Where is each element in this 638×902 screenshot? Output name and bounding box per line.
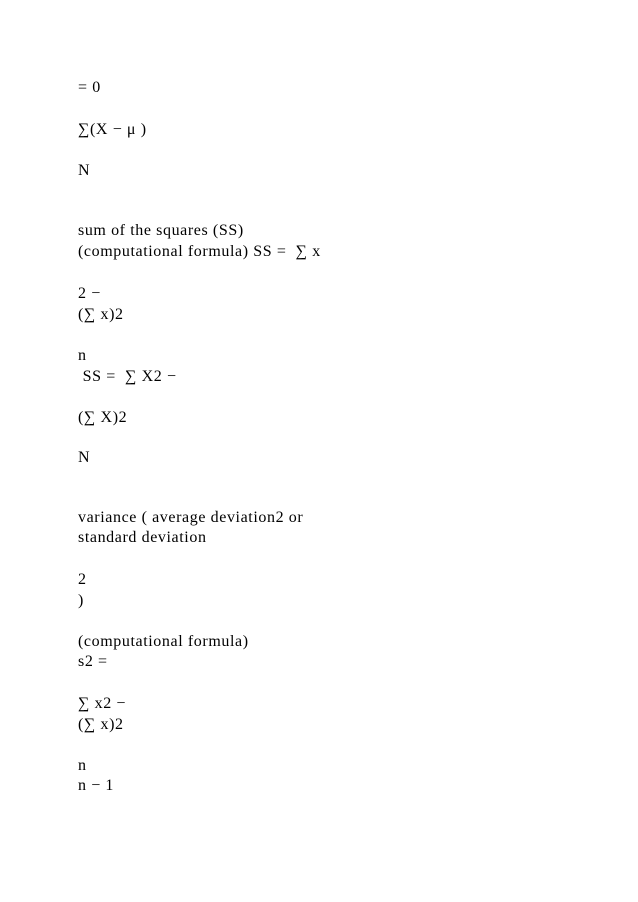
text-line-8: n bbox=[78, 347, 87, 364]
text-line-11: N bbox=[78, 449, 91, 466]
text-line-3: N bbox=[78, 162, 91, 179]
text-line-10: (∑ X)2 bbox=[78, 409, 128, 426]
text-line-19: (∑ x)2 bbox=[78, 716, 124, 733]
text-line-2: ∑(X − μ ) bbox=[78, 121, 147, 138]
text-line-1: = 0 bbox=[78, 79, 101, 96]
text-line-14: 2 bbox=[78, 571, 87, 588]
text-line-17: s2 = bbox=[78, 653, 108, 670]
text-line-5: (computational formula) SS = ∑ x bbox=[78, 243, 321, 260]
text-line-7: (∑ x)2 bbox=[78, 306, 124, 323]
text-line-4: sum of the squares (SS) bbox=[78, 222, 244, 239]
text-line-20: n bbox=[78, 757, 87, 774]
text-line-13: standard deviation bbox=[78, 529, 207, 546]
text-line-6: 2 − bbox=[78, 285, 101, 302]
text-line-16: (computational formula) bbox=[78, 633, 249, 650]
text-line-9: SS = ∑ X2 − bbox=[78, 368, 177, 385]
text-line-21: n − 1 bbox=[78, 777, 115, 794]
text-line-12: variance ( average deviation2 or bbox=[78, 509, 304, 526]
text-line-15: ) bbox=[78, 592, 84, 609]
text-line-18: ∑ x2 − bbox=[78, 695, 127, 712]
